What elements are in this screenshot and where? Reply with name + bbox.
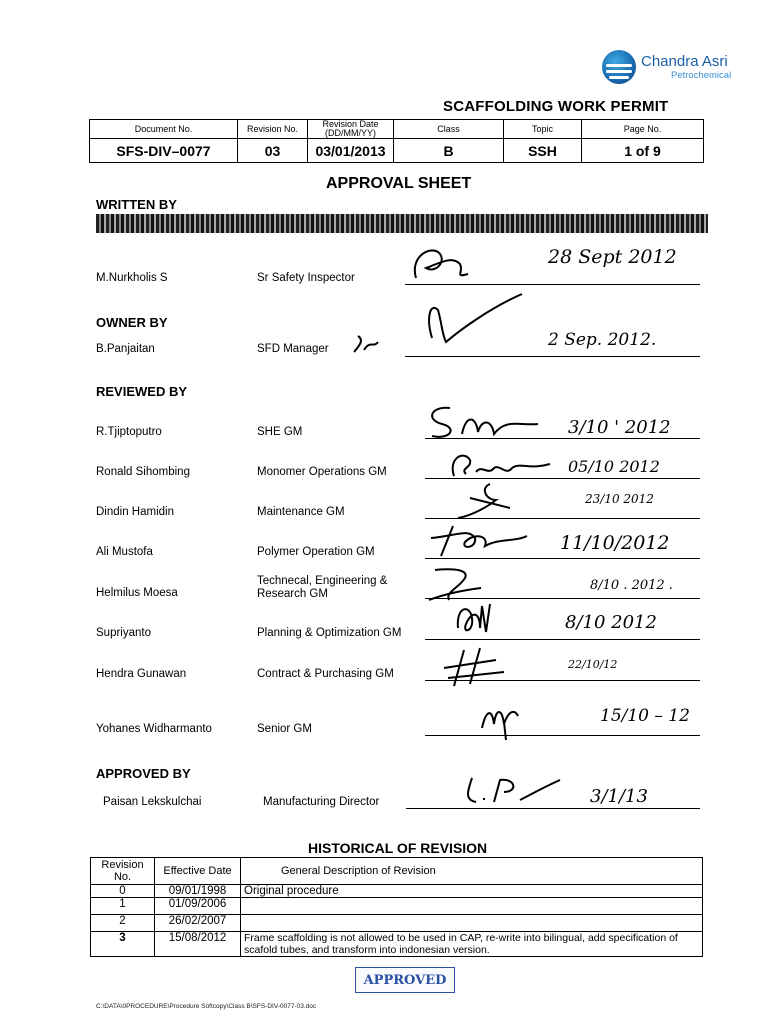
revision-number: 0 bbox=[91, 885, 155, 898]
signature-mark bbox=[450, 478, 520, 522]
file-path-footer: C:\DATA\0PROCEDURE\Procedure Softcopy\Class B\SFS-DIV-0077-03.doc bbox=[96, 1003, 317, 1010]
effective-date: 09/01/1998 bbox=[155, 885, 241, 898]
table-row bbox=[91, 932, 703, 957]
history-title: HISTORICAL OF REVISION bbox=[308, 840, 488, 856]
brand-name: Chandra Asri bbox=[641, 53, 728, 70]
signatory-role: SHE GM bbox=[257, 426, 303, 438]
revision-history-table bbox=[90, 857, 703, 957]
value-class: B bbox=[394, 139, 504, 163]
approval-sheet-title: APPROVAL SHEET bbox=[326, 175, 472, 192]
signature-date: 11/10/2012 bbox=[560, 532, 670, 554]
brand-subtitle: Petrochemical bbox=[671, 70, 732, 81]
signature-date: 3/1/13 bbox=[590, 786, 648, 807]
header-revision-date: Revision Date (DD/MM/YY) bbox=[308, 120, 394, 139]
history-header-revision: Revision No. bbox=[91, 858, 155, 885]
signature-date: 8/10 . 2012 . bbox=[590, 578, 673, 593]
document-title: SCAFFOLDING WORK PERMIT bbox=[443, 98, 669, 115]
signature-date: 3/10 ' 2012 bbox=[568, 417, 671, 438]
signatory-name: B.Panjaitan bbox=[96, 343, 155, 355]
signatory-name: R.Tjiptoputro bbox=[96, 426, 162, 438]
signatory-role: Maintenance GM bbox=[257, 506, 345, 518]
signature-mark bbox=[450, 598, 500, 642]
revision-number: 2 bbox=[91, 915, 155, 932]
signatory-name: Yohanes Widharmanto bbox=[96, 723, 212, 735]
signatory-name: Dindin Hamidin bbox=[96, 506, 174, 518]
signature-date: 15/10 – 12 bbox=[600, 706, 690, 726]
signatory-name: Ronald Sihombing bbox=[96, 466, 190, 478]
signatory-name: M.Nurkholis S bbox=[96, 272, 168, 284]
signature-date: 05/10 2012 bbox=[568, 457, 660, 476]
revision-description bbox=[241, 915, 703, 932]
value-revision-no: 03 bbox=[238, 139, 308, 163]
signatory-role: Senior GM bbox=[257, 723, 312, 735]
table-row bbox=[91, 885, 703, 898]
signature-date: 8/10 2012 bbox=[565, 612, 657, 633]
history-header-date: Effective Date bbox=[155, 858, 241, 885]
signature-line bbox=[406, 808, 700, 809]
effective-date: 15/08/2012 bbox=[155, 932, 241, 957]
signature-mark bbox=[440, 646, 510, 690]
header-page-no: Page No. bbox=[582, 120, 704, 139]
header-document-no: Document No. bbox=[90, 120, 238, 139]
signatory-role: Technecal, Engineering & Research GM bbox=[257, 575, 388, 600]
header-class: Class bbox=[394, 120, 504, 139]
signature-mark bbox=[408, 238, 478, 288]
value-topic: SSH bbox=[504, 139, 582, 163]
signature-line bbox=[425, 735, 700, 736]
section-written-by: WRITTEN BY bbox=[96, 197, 177, 212]
signatory-name: Supriyanto bbox=[96, 627, 151, 639]
redacted-bar bbox=[96, 214, 708, 233]
table-row bbox=[91, 898, 703, 915]
header-revision-no: Revision No. bbox=[238, 120, 308, 139]
table-row bbox=[91, 915, 703, 932]
effective-date: 01/09/2006 bbox=[155, 898, 241, 915]
signature-mark bbox=[440, 446, 560, 482]
signature-date: 28 Sept 2012 bbox=[548, 246, 677, 268]
effective-date: 26/02/2007 bbox=[155, 915, 241, 932]
revision-description bbox=[241, 898, 703, 915]
value-page-no: 1 of 9 bbox=[582, 139, 704, 163]
signature-date: 2 Sep. 2012. bbox=[548, 330, 657, 350]
signatory-role: Sr Safety Inspector bbox=[257, 272, 355, 284]
signature-date: 23/10 2012 bbox=[585, 492, 654, 506]
section-approved-by: APPROVED BY bbox=[96, 766, 191, 781]
signatory-name: Paisan Lekskulchai bbox=[103, 796, 202, 808]
signature-mark bbox=[420, 400, 550, 442]
revision-number: 1 bbox=[91, 898, 155, 915]
signatory-name: Helmilus Moesa bbox=[96, 587, 178, 599]
logo-icon bbox=[602, 50, 636, 84]
signature-mark bbox=[460, 772, 570, 808]
signature-mark bbox=[350, 290, 530, 365]
signatory-role: Monomer Operations GM bbox=[257, 466, 387, 478]
signatory-role: Manufacturing Director bbox=[263, 796, 380, 808]
signature-mark bbox=[425, 518, 535, 562]
history-header-description: General Description of Revision bbox=[241, 858, 703, 885]
signatory-name: Ali Mustofa bbox=[96, 546, 153, 558]
section-owner-by: OWNER BY bbox=[96, 315, 168, 330]
signature-mark bbox=[478, 700, 528, 744]
document-info-table bbox=[89, 119, 704, 163]
signatory-role: SFD Manager bbox=[257, 343, 329, 355]
signature-date: 22/10/12 bbox=[568, 658, 618, 671]
revision-description: Frame scaffolding is not allowed to be used in CAP, re-write into bilingual, add specification of scafold tubes, and transform into indonesian version. bbox=[241, 932, 703, 957]
revision-number: 3 bbox=[91, 932, 155, 957]
header-topic: Topic bbox=[504, 120, 582, 139]
signatory-role: Planning & Optimization GM bbox=[257, 627, 402, 639]
revision-description: Original procedure bbox=[241, 885, 703, 898]
signatory-name: Hendra Gunawan bbox=[96, 668, 187, 680]
signatory-role: Polymer Operation GM bbox=[257, 546, 375, 558]
signatory-role: Contract & Purchasing GM bbox=[257, 668, 394, 680]
value-document-no: SFS-DIV–0077 bbox=[90, 139, 238, 163]
approved-stamp: APPROVED bbox=[355, 967, 455, 993]
value-revision-date: 03/01/2013 bbox=[308, 139, 394, 163]
section-reviewed-by: REVIEWED BY bbox=[96, 384, 188, 399]
